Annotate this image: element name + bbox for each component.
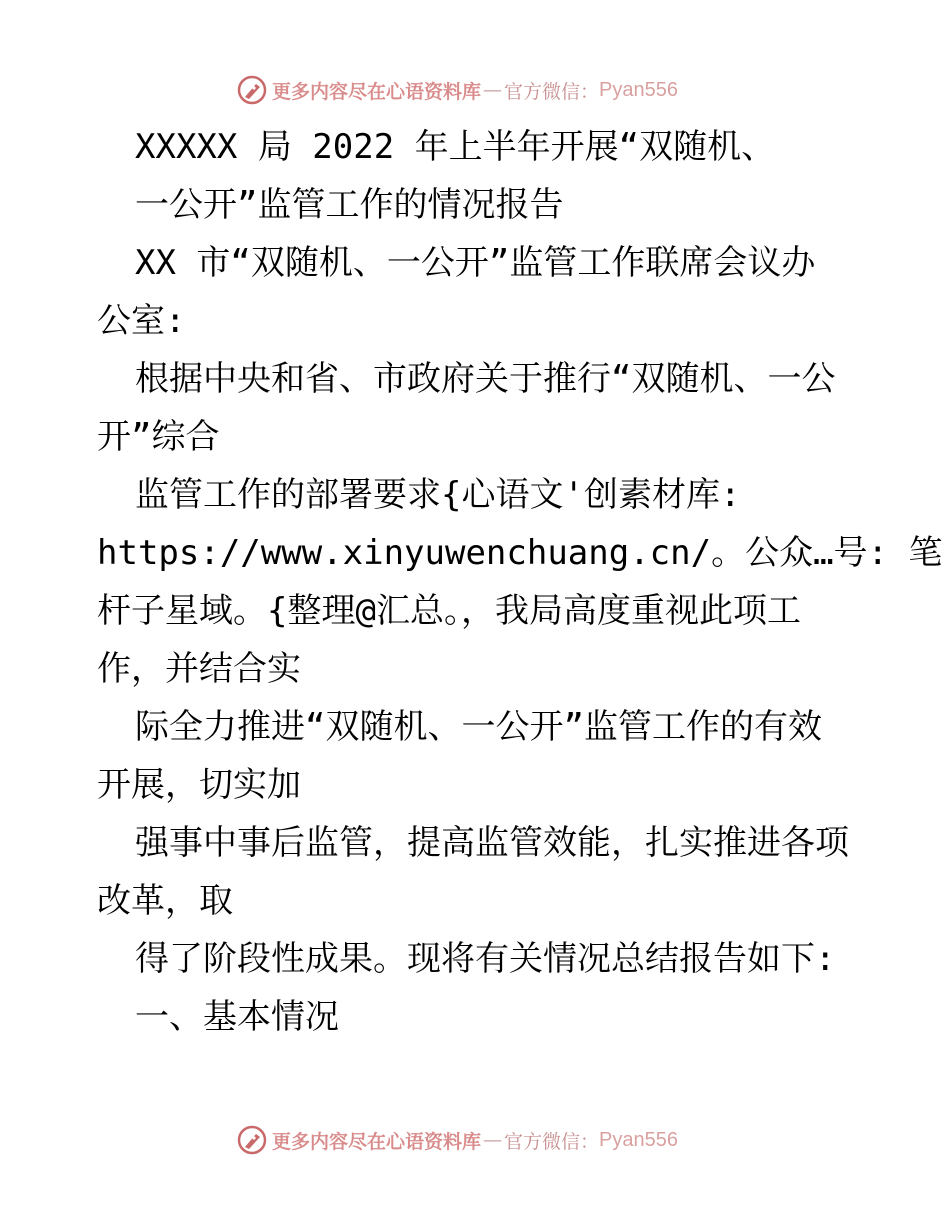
paragraph-line: 强事中事后监管，提高监管效能，扎实推进各项 [135, 823, 849, 863]
watermark-label: 官方微信： [504, 80, 600, 103]
addressee-line-1: XX 市“双随机、一公开”监管工作联席会议办 [135, 243, 816, 283]
title-line-1: XXXXX 局 2022 年上半年开展“双随机、 [135, 127, 776, 167]
paragraph-line: 开”综合 [97, 417, 220, 457]
header-watermark [236, 72, 678, 108]
document-body [97, 118, 943, 1046]
watermark-text: 更多内容尽在心语资料库 [272, 80, 482, 103]
paragraph-line: 监管工作的部署要求{心语文'创素材库: [135, 475, 741, 515]
watermark-label: 官方微信： [504, 1130, 600, 1153]
paragraph-line: https://www.xinyuwenchuang.cn/。公众…号: 笔 [97, 533, 943, 573]
watermark-dash: — [483, 1129, 503, 1151]
paragraph-line: 改革，取 [97, 881, 233, 921]
watermark-id: Pyan556 [599, 78, 678, 101]
footer-watermark [236, 1122, 678, 1158]
paragraph-line: 根据中央和省、市政府关于推行“双随机、一公 [135, 359, 836, 399]
section-heading: 一、基本情况 [135, 997, 339, 1037]
paragraph-line: 开展，切实加 [97, 765, 301, 805]
title-line-2: 一公开”监管工作的情况报告 [135, 185, 564, 225]
pen-nib-logo-icon [236, 1124, 268, 1156]
watermark-id: Pyan556 [599, 1128, 678, 1151]
addressee-line-2: 公室: [97, 301, 186, 341]
watermark-text: 更多内容尽在心语资料库 [272, 1130, 482, 1153]
pen-nib-logo-icon [236, 74, 268, 106]
paragraph-line: 际全力推进“双随机、一公开”监管工作的有效 [135, 707, 822, 747]
paragraph-line: 作，并结合实 [97, 649, 301, 689]
paragraph-line: 得了阶段性成果。现将有关情况总结报告如下: [135, 939, 836, 979]
watermark-dash: — [483, 79, 503, 101]
paragraph-line: 杆子星域。{整理@汇总。，我局高度重视此项工 [97, 591, 801, 631]
